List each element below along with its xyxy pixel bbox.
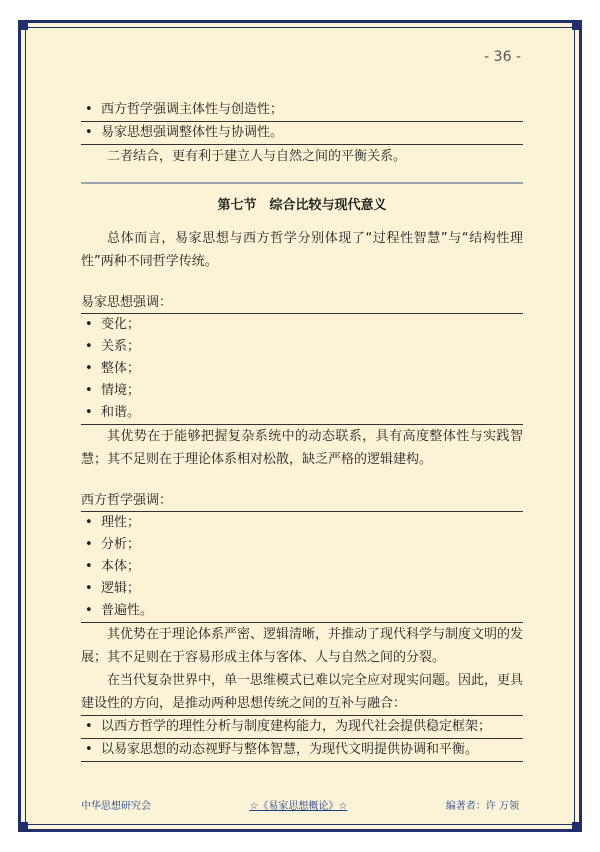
list-item: • 变化； (81, 314, 523, 336)
list-item: • 易家思想强调整体性与协调性。 (81, 122, 523, 145)
corner-ornament (572, 20, 582, 30)
intro-bullet-list (81, 99, 523, 145)
west-bullet-list (81, 512, 523, 623)
list-item: • 情境； (81, 380, 523, 402)
list-item: • 以易家思想的动态视野与整体智慧，为现代文明提供协调和平衡。 (81, 739, 523, 762)
list-item: • 理性； (81, 512, 523, 534)
final-bullet-list (81, 715, 523, 762)
page-number: - 36 - (484, 49, 521, 65)
list-item: • 关系； (81, 336, 523, 358)
section-divider (81, 182, 523, 184)
page (18, 20, 582, 832)
list-item: • 普遍性。 (81, 600, 523, 623)
footer-book-title: ☆《易家思想概论》☆ (249, 801, 348, 812)
list-item: • 和谐。 (81, 402, 523, 425)
paragraph: 其优势在于理论体系严密、逻辑清晰，并推动了现代科学与制度文明的发展；其不足则在于容易形成主体与客体、人与自然之间的分裂。 (81, 627, 524, 665)
list-item: • 整体； (81, 358, 523, 380)
list-item: • 逻辑； (81, 578, 523, 600)
yi-bullet-list (81, 314, 523, 425)
section-title: 第七节 综合比较与现代意义 (217, 198, 387, 213)
footer-organization: 中华思想研究会 (81, 801, 151, 812)
paragraph: 在当代复杂世界中，单一思维模式已难以完全应对现实问题。因此，更具建设性的方向，是推动两种思想传统之间的互补与融合： (81, 673, 524, 711)
page-footer (81, 797, 519, 812)
corner-ornament (572, 822, 582, 832)
paragraph: 二者结合，更有利于建立人与自然之间的平衡关系。 (107, 149, 407, 164)
list-item: • 分析； (81, 534, 523, 556)
footer-author: 编著者：许 万领 (445, 801, 519, 812)
paragraph: 总体而言，易家思想与西方哲学分别体现了“过程性智慧”与“结构性理性”两种不同哲学传统。 (81, 231, 523, 269)
corner-ornament (18, 20, 28, 30)
corner-ornament (18, 822, 28, 832)
yi-label: 易家思想强调： (81, 291, 523, 314)
list-item: • 西方哲学强调主体性与创造性； (81, 99, 523, 122)
paragraph: 其优势在于能够把握复杂系统中的动态联系，具有高度整体性与实践智慧；其不足则在于理论体系相对松散，缺乏严格的逻辑建构。 (81, 429, 523, 467)
page-content (81, 99, 523, 762)
west-label: 西方哲学强调： (81, 489, 523, 512)
list-item: • 本体； (81, 556, 523, 578)
list-item: • 以西方哲学的理性分析与制度建构能力，为现代社会提供稳定框架； (81, 716, 523, 739)
